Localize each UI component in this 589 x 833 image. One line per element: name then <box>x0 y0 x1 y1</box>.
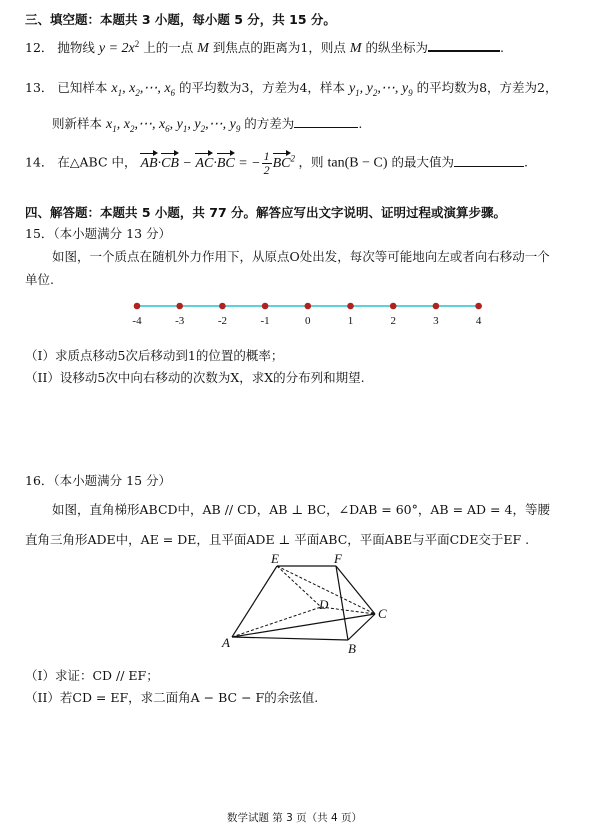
q14-vector-equation: AB·CB − AC·BC = − $\frac{1}{2}$ $BC^2$ <box>140 149 296 177</box>
q15-line-2: 单位. <box>25 272 54 287</box>
number-line-point <box>262 303 269 310</box>
q14-text-c: 的最大值为 <box>391 154 455 170</box>
number-line-tick-label: 4 <box>475 315 482 327</box>
q14-text-a: 在△ABC 中， <box>57 154 137 170</box>
number-line-point <box>134 303 141 310</box>
q13-text-a: 已知样本 <box>57 80 108 95</box>
number-line-tick-label: 3 <box>433 315 439 327</box>
number-line-tick-label: 1 <box>347 315 354 327</box>
number-line-labels <box>132 315 481 327</box>
label-e: E <box>271 552 279 566</box>
edge-ed <box>277 566 321 607</box>
q16-line-1: 如图，直角梯形ABCD中，AB // CD，AB ⊥ BC，∠DAB = 60°，AB = AD = 4，等腰 <box>52 502 550 517</box>
q12-text-a: 抛物线 <box>57 40 95 55</box>
edge-ac <box>232 614 375 637</box>
number-line-tick-label: -1 <box>260 315 270 327</box>
q15-line-1: 如图，一个质点在随机外力作用下，从原点O处出发，每次等可能地向左或者向右移动一个 <box>52 249 550 264</box>
number-line-point <box>176 303 183 310</box>
number-line-tick-label: -3 <box>175 315 185 327</box>
q12-point-m-2: M <box>349 41 362 56</box>
q16-part-2: （II）若CD = EF，求二面角A − BC − F的余弦值. <box>25 690 319 705</box>
edge-fc <box>336 566 375 614</box>
number-line-point <box>347 303 354 310</box>
q13-number: 13． <box>25 80 54 95</box>
q13-y-sample: $y_1$, $y_2,\cdots$, $y_9$ <box>348 81 413 98</box>
q12-text-b: 上的一点 <box>143 40 194 55</box>
question-12 <box>25 38 504 57</box>
label-c: C <box>378 606 387 621</box>
number-line-point <box>433 303 440 310</box>
number-line-point <box>390 303 397 310</box>
q14-text-b: ，则 <box>298 154 324 170</box>
edge-ad <box>232 607 321 637</box>
q12-end: . <box>500 40 505 55</box>
q15-number: 15．（本小题满分 13 分） <box>25 226 172 241</box>
number-line-point <box>475 303 482 310</box>
section-3-title: 三、填空题：本题共 3 小题，每小题 5 分，共 15 分。 <box>25 12 336 27</box>
q12-text-d: 的纵坐标为 <box>365 40 429 55</box>
question-13-line-2 <box>52 114 362 134</box>
q12-number: 12． <box>25 40 54 55</box>
q13-text-b: 的平均数为3，方差为4，样本 <box>179 80 345 95</box>
q16-number: 16．（本小题满分 15 分） <box>25 473 172 488</box>
label-f: F <box>334 552 342 566</box>
label-b: B <box>348 641 356 656</box>
q13-answer-blank[interactable] <box>294 115 358 128</box>
q15-part-2: （II）设移动5次中向右移动的次数为X，求X的分布列和期望. <box>25 370 365 385</box>
q14-number: 14． <box>25 154 54 170</box>
number-line-point <box>219 303 226 310</box>
number-line-tick-label: -2 <box>217 315 227 327</box>
question-13-line-1 <box>25 78 557 98</box>
number-line-point <box>305 303 312 310</box>
q12-answer-blank[interactable] <box>428 38 500 52</box>
q13-combined-sample: $x_1$, $x_2,\cdots$, $x_6$, $y_1$, $y_2,\cdots$, $y_9$ <box>106 117 241 134</box>
number-line-tick-label: 2 <box>390 315 396 327</box>
q12-equation: y = 2x <box>98 41 135 56</box>
q16-line-2: 直角三角形ADE中，AE = DE，且平面ADE ⊥ 平面ABC，平面ABE与平面CDE交于EF . <box>25 532 530 547</box>
section-4-title: 四、解答题：本题共 5 小题，共 77 分。解答应写出文字说明、证明过程或演算步骤。 <box>25 205 507 220</box>
q14-answer-blank[interactable] <box>454 154 524 167</box>
edge-fb <box>336 566 348 640</box>
number-line-tick-label: -4 <box>132 315 142 327</box>
edge-ea <box>232 566 277 637</box>
q12-text-c: 到焦点的距离为1，则点 <box>212 40 346 55</box>
q14-end: . <box>524 154 528 170</box>
number-line-tick-label: 0 <box>305 315 311 327</box>
label-d: D <box>319 597 329 612</box>
q13-text-d: 则新样本 <box>52 116 103 131</box>
trapezoid-figure <box>215 552 395 657</box>
q15-part-1: （I）求质点移动5次后移动到1的位置的概率； <box>25 348 284 363</box>
question-14 <box>25 150 528 177</box>
q12-exponent: 2 <box>134 38 140 49</box>
q14-tan-expression: tan(B − C) <box>327 155 388 171</box>
q13-text-c: 的平均数为8，方差为2， <box>416 80 558 95</box>
q13-x-sample: $x_1$, $x_2,\cdots$, $x_6$ <box>111 81 176 98</box>
q13-end: . <box>358 116 363 131</box>
page-footer: 数学试题 第 3 页（共 4 页） <box>226 812 363 824</box>
edge-ab <box>232 637 348 640</box>
label-a: A <box>222 635 230 650</box>
q13-text-e: 的方差为 <box>244 116 295 131</box>
number-line-figure <box>125 296 495 328</box>
q16-part-1: （I）求证：CD // EF； <box>25 668 159 683</box>
q12-point-m: M <box>197 41 209 56</box>
